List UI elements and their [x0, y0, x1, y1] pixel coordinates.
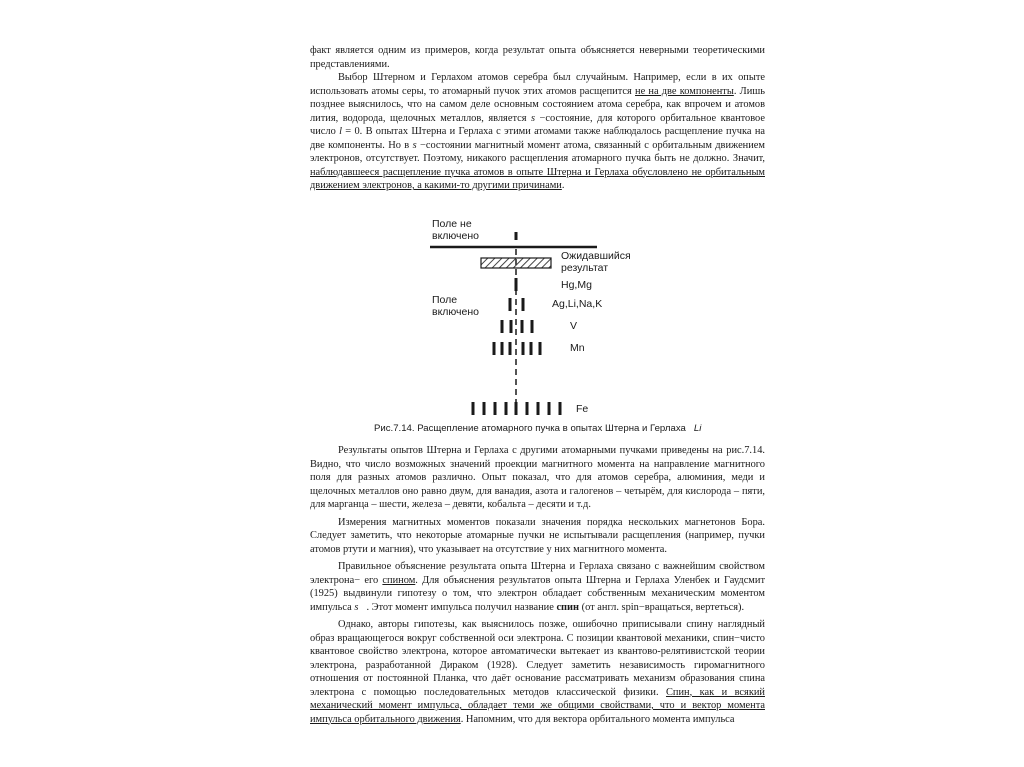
p5-vector-s: s⃗	[354, 601, 367, 613]
document-page	[310, 44, 765, 744]
p2-text-5: −состоянии магнитный момент атома, связанный с орбитальным движением электронов, отсутствует. Поэтому, никакого расщепления атомарного пучка быть не должно. Значит,	[310, 139, 765, 164]
label-field-off-line1: Поле не	[432, 218, 472, 230]
caption-text: Рис.7.14. Расщепление атомарного пучка в опытах Штерна и Герлаха	[374, 423, 686, 434]
label-hg-mg: Hg,Mg	[561, 279, 592, 291]
text-block-bottom	[310, 444, 765, 726]
p5-text-2: . Для объяснения результатов опыта Штерна и Герлаха Уленбек и Гаудсмит (1925) выдвинули гипотезу о том, что электрон обладает собственным механическим моментом импульса	[310, 574, 765, 613]
p2-s-symbol-1: s	[531, 112, 536, 124]
label-field-on-line2: включено	[432, 306, 480, 318]
paragraph-1	[310, 44, 765, 71]
label-field-on	[432, 294, 479, 318]
p6-underlined: Спин, как и всякий механический момент импульса, обладает теми же общими свойствами, что и вектор момента импульса орбитального движения	[310, 686, 765, 725]
paragraph-5	[310, 560, 765, 614]
label-fe: Fe	[576, 403, 589, 415]
paragraph-3-text: Результаты опытов Штерна и Герлаха с другими атомарными пучками приведены на рис.7.14. Видно, что число возможных значений проекции магнитного момента на направление магнитного поля для разных атомов различно. Опыт показал, что для атомов серебра, алюминия, меди и щелочных металлов оно равно двум, для ванадия, азота и галогенов – четырём, для кислорода – пяти, для марганца – шести, железа – девяти, кобальта – десяти и т.д.	[310, 445, 765, 510]
p2-text-3: −состояние, для которого орбитальное квантовое число	[310, 112, 765, 137]
paragraph-4-text: Измерения магнитных моментов показали значения порядка нескольких магнетонов Бора. Следует заметить, что некоторые атомарные пучки не испытывали расщепления (например, пучки атомов ртути и магния), что указывает на отсутствие у них магнитного момента.	[310, 516, 765, 555]
p6-text-2: . Напомним, что для вектора орбитального момента импульса	[460, 713, 735, 725]
label-field-on-line1: Поле	[432, 294, 458, 306]
p2-text-6: .	[561, 180, 565, 191]
label-ag-li-na-k: Ag,Li,Na,K	[552, 298, 603, 310]
label-expected-line2: результат	[561, 262, 609, 274]
p5-text-1: Правильное объяснение результата опыта Штерна и Герлаха связано с важнейшим свойством электрона− его	[310, 561, 765, 586]
p2-text-2: . Лишь позднее выяснилось, что на самом деле основным состоянием атома серебра, как впрочем и атомов лития, водорода, щелочных металлов, является	[310, 85, 765, 124]
p2-l-symbol: l	[339, 126, 342, 137]
p5-bold-term: спин	[556, 601, 580, 613]
figure-diagram	[310, 216, 765, 441]
p2-underlined-1: не на две компоненты	[635, 85, 734, 97]
paragraph-4	[310, 516, 765, 557]
p2-underlined-2: наблюдавшееся расщепление пучка атомов в опыте Штерна и Герлаха обусловлено не орбитальным движением электронов, а какими-то другими причинами	[310, 166, 765, 191]
p2-text-1: Выбор Штерном и Герлахом атомов серебра был случайным. Например, если в их опыте использовать атомы серы, то атомарный пучок этих атомов расщепится	[310, 72, 765, 97]
label-mn: Mn	[570, 342, 585, 354]
label-field-off-line2: включено	[432, 230, 480, 242]
caption-tail: Li	[693, 423, 702, 434]
p5-text-4: (от англ. spin−вращаться, вертеться).	[579, 601, 745, 613]
expected-result-bar	[481, 258, 551, 268]
figure-caption	[374, 423, 701, 434]
p2-text-4: = 0. В опытах Штерна и Герлаха с этими атомами также наблюдалось расщепление пучка на две компоненты. Но в	[310, 126, 765, 151]
label-v: V	[570, 320, 578, 332]
paragraph-1-text: факт является одним из примеров, когда результат опыта объясняется неверными теоретическими представлениями.	[310, 45, 765, 70]
paragraph-6	[310, 618, 765, 726]
p5-underlined: спином	[382, 574, 416, 586]
label-expected-line1: Ожидавшийся	[561, 250, 631, 262]
paragraph-3	[310, 444, 765, 512]
label-expected	[561, 250, 631, 274]
p2-s-symbol-2: s	[412, 139, 417, 151]
stern-gerlach-figure	[310, 216, 765, 441]
label-field-off	[432, 218, 479, 242]
p6-text-1: Однако, авторы гипотезы, как выяснилось позже, ошибочно приписывали спину наглядный образ вращающегося вокруг собственной оси электрона. С позиции квантовой механики, спин−чисто квантовое свойство электрона, которое автоматически вытекает из квантово-релятивистской теории электрона, разработанной Дираком (1928). Следует заметить независимость гиромагнитного отношения от постоянной Планка, что даёт основание рассматривать механизм образования спина электрона с помощью последовательных методов классической физики.	[310, 619, 765, 698]
p5-text-3: . Этот момент импульса получил название	[366, 601, 557, 613]
text-block-top	[310, 44, 765, 193]
paragraph-2	[310, 71, 765, 193]
